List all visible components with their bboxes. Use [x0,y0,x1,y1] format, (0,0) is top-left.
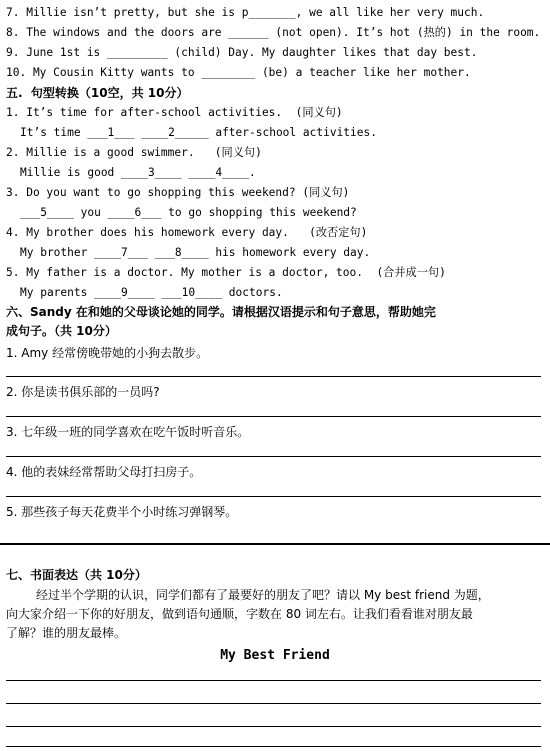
answer-line-1 [6,376,541,377]
answer-line-2 [6,416,541,417]
essay-line-4 [6,746,541,747]
rewrite-question-4: 4. My brother does his homework every day. (改否定句) [6,226,368,239]
prompt-line-1: 经过半个学期的认识，同学们都有了最要好的朋友了吧？请以 My best friend 为题， [36,588,490,602]
translate-item-3: 3. 七年级一班的同学喜欢在吃午饭时听音乐。 [6,425,250,439]
section-divider [0,543,550,545]
rewrite-answer-3: ___5____ you ____6___ to go shopping this weekend? [20,206,357,219]
fill-item-7: 7. Millie isn’t pretty, but she is p_______, we all like her very much. [6,6,485,19]
prompt-line-2: 向大家介绍一下你的好朋友，做到语句通顺，字数在 80 词左右。让我们看看谁对朋友最 [6,607,473,621]
rewrite-question-3: 3. Do you want to go shopping this weekend? (同义句) [6,186,350,199]
essay-title: My Best Friend [220,648,330,663]
translate-item-2: 2. 你是读书俱乐部的一员吗? [6,385,160,399]
rewrite-answer-4: My brother ____7___ ___8____ his homework every day. [20,246,371,259]
fill-item-8: 8. The windows and the doors are ______ (not open). It’s hot (热的) in the room. [6,26,541,39]
rewrite-question-5: 5. My father is a doctor. My mother is a doctor, too. (合并成一句) [6,266,446,279]
answer-line-3 [6,456,541,457]
section6-heading-line2: 成句子。（共 10分） [6,324,117,338]
essay-line-2 [6,703,541,704]
answer-line-4 [6,496,541,497]
section6-heading-line1: 六、Sandy 在和她的父母谈论她的同学。请根据汉语提示和句子意思，帮助她完 [6,305,436,319]
rewrite-answer-2: Millie is good ____3____ ____4____. [20,166,256,179]
translate-item-1: 1. Amy 经常傍晚带她的小狗去散步。 [6,346,209,360]
translate-item-5: 5. 那些孩子每天花费半个小时练习弹钢琴。 [6,505,238,519]
essay-line-3 [6,726,541,727]
rewrite-question-2: 2. Millie is a good swimmer. (同义句) [6,146,262,159]
fill-item-10: 10. My Cousin Kitty wants to ________ (be) a teacher like her mother. [6,66,471,79]
essay-line-1 [6,680,541,681]
rewrite-answer-5: My parents ____9____ ___10____ doctors. [20,286,283,299]
fill-item-9: 9. June 1st is _________ (child) Day. My daughter likes that day best. [6,46,478,59]
rewrite-answer-1: It’s time ___1___ ____2_____ after-school activities. [20,126,377,139]
prompt-line-3: 了解？谁的朋友最棒。 [6,626,127,640]
translate-item-4: 4. 他的表妹经常帮助父母打扫房子。 [6,465,202,479]
section5-heading: 五. 句型转换（10空，共 10分） [6,86,189,100]
rewrite-question-1: 1. It’s time for after-school activities. (同义句) [6,106,343,119]
section7-heading: 七、书面表达（共 10分） [6,568,147,582]
